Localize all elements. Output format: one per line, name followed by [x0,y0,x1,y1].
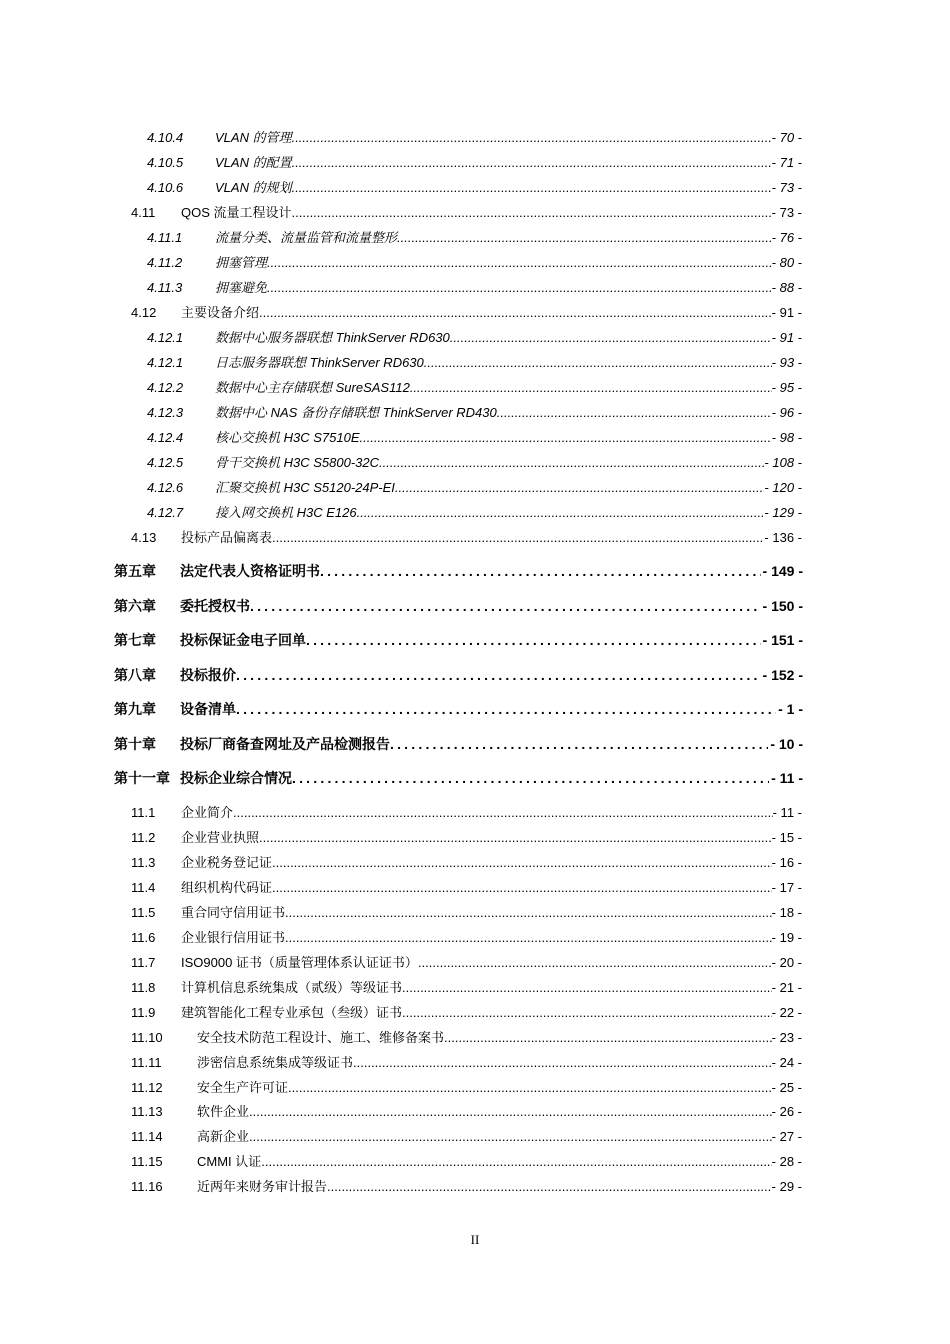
toc-entry-title: 投标厂商备查网址及产品检测报告 [180,736,390,752]
toc-entry-page: - 28 - [771,1154,802,1169]
toc-entry-page: - 10 - [770,736,803,752]
toc-entry-number: 11.11 [131,1055,162,1070]
dot-leader [285,905,772,920]
toc-entry-number: 4.11.3 [147,280,183,295]
toc-entry[interactable] [131,902,802,922]
toc-entry[interactable] [131,1052,802,1072]
toc-entry-title: 企业税务登记证 [181,855,273,870]
toc-entry-number: 11.3 [131,855,156,870]
toc-entry-page: - 29 - [771,1179,802,1194]
dot-leader [306,632,761,648]
dot-leader [272,880,772,895]
dot-leader [285,930,772,945]
toc-entry-number: 4.10.5 [147,155,184,170]
toc-entry[interactable] [131,1126,802,1146]
toc-entry[interactable] [131,927,802,947]
toc-entry-title: 高新企业 [197,1129,250,1144]
toc-entry-number: 第六章 [114,598,156,614]
dot-leader [418,955,772,970]
toc-entry-title: VLAN 的规划 [215,180,292,195]
dot-leader [292,180,772,195]
toc-entry-number: 11.9 [131,1005,156,1020]
dot-leader [395,480,765,495]
toc-entry-number: 11.7 [131,955,156,970]
toc-entry-page: - 71 - [771,155,802,170]
toc-entry-title: 主要设备介绍 [181,305,260,320]
dot-leader [292,770,769,786]
toc-entry-page: - 120 - [764,480,802,495]
toc-entry[interactable] [147,152,802,172]
toc-entry[interactable] [131,827,802,847]
toc-entry-number: 4.12.1 [147,330,184,345]
toc-entry[interactable] [131,202,802,222]
toc-entry-title: 软件企业 [197,1104,250,1119]
toc-entry-number: 11.15 [131,1154,163,1169]
dot-leader [267,280,772,295]
toc-entry-title: 计算机信息系统集成（贰级）等级证书 [181,980,403,995]
toc-entry-title: 企业简介 [181,805,234,820]
toc-entry-page: - 11 - [772,805,802,820]
toc-entry-title: 设备清单 [180,701,236,717]
toc-entry[interactable] [114,596,803,618]
toc-entry[interactable] [147,327,802,347]
toc-entry[interactable] [131,527,802,547]
toc-entry-number: 11.6 [131,930,156,945]
toc-entry-page: - 96 - [771,405,802,420]
toc-entry-page: - 98 - [771,430,802,445]
toc-entry-title: 骨干交换机 H3C S5800-32C [215,455,379,470]
toc-entry[interactable] [147,127,802,147]
toc-entry-page: - 18 - [771,905,802,920]
toc-entry-number: 4.12.1 [147,355,184,370]
toc-entry-page: - 108 - [764,455,802,470]
toc-entry-number: 4.12.3 [147,405,184,420]
dot-leader [236,667,761,683]
toc-entry-title: 数据中心服务器联想 ThinkServer RD630 [215,330,450,345]
dot-leader [288,1080,772,1095]
toc-entry-title: 拥塞管理 [215,255,268,270]
toc-entry[interactable] [147,427,802,447]
toc-entry-page: - 95 - [771,380,802,395]
dot-leader [444,1030,772,1045]
toc-entry[interactable] [147,277,802,297]
toc-entry[interactable] [131,852,802,872]
toc-entry-number: 4.12 [131,305,157,320]
toc-entry-number: 4.11.1 [147,230,183,245]
toc-entry[interactable] [147,402,802,422]
dot-leader [327,1179,772,1194]
toc-entry[interactable] [131,877,802,897]
toc-entry-title: 组织机构代码证 [181,880,273,895]
toc-entry-page: - 17 - [771,880,802,895]
dot-leader [397,230,772,245]
toc-entry-title: 接入网交换机 H3C E126 [215,505,357,520]
toc-entry-page: - 76 - [771,230,802,245]
toc-entry-page: - 136 - [764,530,802,545]
toc-entry-title: 投标保证金电子回单 [180,632,306,648]
toc-entry[interactable] [147,227,802,247]
toc-entry-title: ISO9000 证书（质量管理体系认证证书） [181,955,418,970]
dot-leader [402,980,772,995]
dot-leader [233,805,773,820]
toc-entry-title: 安全生产许可证 [197,1080,289,1095]
dot-leader [497,405,772,420]
toc-entry-page: - 22 - [771,1005,802,1020]
toc-entry-number: 4.10.6 [147,180,184,195]
toc-entry-number: 4.11 [131,205,156,220]
dot-leader [259,830,772,845]
toc-entry-page: - 150 - [762,598,803,614]
toc-entry[interactable] [147,502,802,522]
toc-entry-number: 第八章 [114,667,156,683]
dot-leader [249,1104,772,1119]
toc-entry-number: 11.16 [131,1179,163,1194]
toc-entry-number: 11.2 [131,830,156,845]
toc-entry-title: 涉密信息系统集成等级证书 [197,1055,354,1070]
toc-entry-page: - 11 - [771,770,803,786]
toc-entry-page: - 15 - [771,830,802,845]
toc-entry-number: 第十一章 [114,770,170,786]
toc-entry-title: 投标报价 [180,667,236,683]
dot-leader [272,855,772,870]
dot-leader [379,455,764,470]
toc-entry-page: - 73 - [771,205,802,220]
dot-leader [410,380,772,395]
toc-entry-title: 数据中心主存储联想 SureSAS112 [215,380,410,395]
toc-entry-page: - 149 - [762,563,803,579]
toc-entry[interactable] [131,302,802,322]
toc-entry-number: 4.12.7 [147,505,184,520]
dot-leader [353,1055,772,1070]
toc-entry[interactable] [131,977,802,997]
toc-entry-page: - 129 - [764,505,802,520]
toc-entry-number: 第七章 [114,632,156,648]
toc-entry-title: VLAN 的配置 [215,155,292,170]
toc-entry-title: 法定代表人资格证明书 [180,563,320,579]
dot-leader [402,1005,772,1020]
toc-entry[interactable] [114,630,803,652]
dot-leader [357,505,765,520]
toc-entry-title: 数据中心 NAS 备份存储联想 ThinkServer RD430 [215,405,497,420]
toc-entry-title: 汇聚交换机 H3C S5120-24P-EI [215,480,395,495]
toc-entry-page: - 25 - [771,1080,802,1095]
dot-leader [261,1154,771,1169]
toc-entry[interactable] [147,377,802,397]
toc-entry-number: 4.12.5 [147,455,184,470]
toc-entry-page: - 151 - [762,632,803,648]
toc-entry-number: 11.13 [131,1104,163,1119]
dot-leader [390,736,768,752]
toc-entry[interactable] [147,177,802,197]
toc-entry[interactable] [114,699,803,721]
dot-leader [360,430,772,445]
toc-entry-title: 企业银行信用证书 [181,930,286,945]
dot-leader [424,355,772,370]
dot-leader [272,530,764,545]
toc-entry-title: 日志服务器联想 ThinkServer RD630 [215,355,424,370]
toc-entry-title: 拥塞避免 [215,280,268,295]
toc-entry-page: - 80 - [771,255,802,270]
toc-entry[interactable] [114,734,803,756]
toc-entry[interactable] [131,1077,802,1097]
dot-leader [249,1129,772,1144]
dot-leader [267,255,772,270]
toc-entry-page: - 19 - [771,930,802,945]
toc-entry-title: 近两年来财务审计报告 [197,1179,328,1194]
toc-entry-number: 4.13 [131,530,157,545]
toc-entry-page: - 26 - [771,1104,802,1119]
toc-entry-page: - 152 - [762,667,803,683]
toc-entry-title: 企业营业执照 [181,830,260,845]
toc-entry[interactable] [147,252,802,272]
dot-leader [292,205,772,220]
toc-entry-page: - 70 - [771,130,802,145]
toc-entry-page: - 1 - [778,701,803,717]
toc-entry-number: 11.1 [131,805,156,820]
toc-entry-page: - 16 - [771,855,802,870]
toc-entry-page: - 24 - [771,1055,802,1070]
toc-entry-number: 4.10.4 [147,130,184,145]
toc-entry-title: 流量分类、流量监管和流量整形 [215,230,398,245]
toc-entry[interactable] [131,952,802,972]
toc-entry-number: 4.12.2 [147,380,184,395]
toc-entry-page: - 20 - [771,955,802,970]
toc-entry-number: 第五章 [114,563,156,579]
toc-entry-title: 核心交换机 H3C S7510E [215,430,360,445]
toc-entry-number: 4.12.6 [147,480,184,495]
toc-entry[interactable] [114,665,803,687]
toc-entry-page: - 91 - [771,330,802,345]
toc-entry[interactable] [147,352,802,372]
toc-entry-page: - 23 - [771,1030,802,1045]
toc-entry[interactable] [131,1101,802,1121]
toc-entry-number: 4.11.2 [147,255,183,270]
toc-entry-page: - 21 - [771,980,802,995]
toc-entry-title: CMMI 认证 [197,1154,262,1169]
toc-entry-page: - 73 - [771,180,802,195]
dot-leader [259,305,772,320]
toc-entry-title: VLAN 的管理 [215,130,292,145]
toc-entry-page: - 93 - [771,355,802,370]
toc-entry[interactable] [131,1151,802,1171]
toc-entry-title: QOS 流量工程设计 [181,205,292,220]
dot-leader [450,330,772,345]
dot-leader [292,130,772,145]
dot-leader [236,701,776,717]
toc-entry-title: 重合同守信用证书 [181,905,286,920]
toc-entry-title: 投标产品偏离表 [181,530,273,545]
toc-entry-number: 4.12.4 [147,430,184,445]
toc-entry-number: 11.14 [131,1129,163,1144]
toc-entry-number: 11.4 [131,880,156,895]
toc-entry-number: 11.5 [131,905,156,920]
toc-entry-title: 委托授权书 [180,598,250,614]
toc-entry[interactable] [131,802,802,822]
toc-entry[interactable] [131,1176,802,1196]
toc-entry-title: 建筑智能化工程专业承包（叁级）证书 [181,1005,403,1020]
toc-entry-number: 第十章 [114,736,156,752]
toc-entry-title: 安全技术防范工程设计、施工、维修备案书 [197,1030,445,1045]
toc-entry[interactable] [114,561,803,583]
toc-entry[interactable] [131,1027,802,1047]
toc-entry-page: - 88 - [771,280,802,295]
toc-entry-title: 投标企业综合情况 [180,770,292,786]
toc-entry-page: - 27 - [771,1129,802,1144]
dot-leader [292,155,772,170]
toc-entry-number: 第九章 [114,701,156,717]
toc-entry[interactable] [147,452,802,472]
dot-leader [250,598,761,614]
toc-entry[interactable] [131,1002,802,1022]
toc-entry[interactable] [147,477,802,497]
toc-entry-page: - 91 - [771,305,802,320]
toc-entry-number: 11.10 [131,1030,163,1045]
toc-entry-number: 11.8 [131,980,156,995]
dot-leader [320,563,761,579]
toc-entry-number: 11.12 [131,1080,163,1095]
page-number: II [470,1232,480,1247]
toc-entry[interactable] [114,768,803,790]
